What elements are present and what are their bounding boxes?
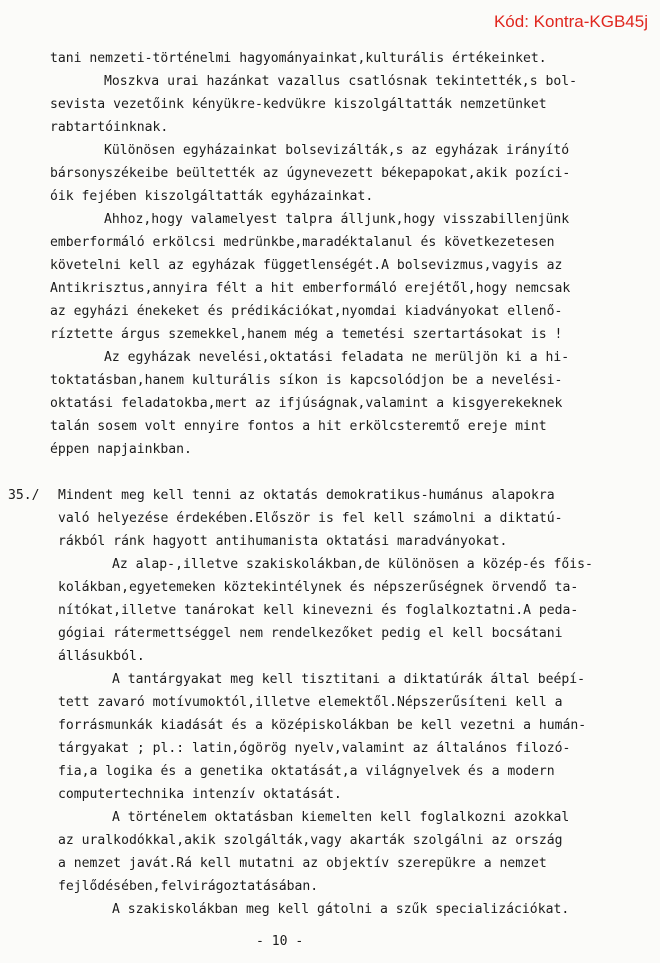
document-code-label: Kód: Kontra-KGB45j — [493, 12, 648, 31]
text-line: sevista vezetőink kényükre-kedvükre kiszolgáltatták nemzetünket — [50, 97, 547, 112]
text-line: Ahhoz,hogy valamelyest talpra álljunk,hogy visszabillenjünk — [104, 212, 570, 227]
text-line: nítókat,illetve tanárokat kell kinevezni és foglalkoztatni.A peda- — [58, 603, 579, 618]
text-line: tani nemzeti-történelmi hagyományainkat,kulturális értékeinket. — [50, 51, 547, 66]
text-line: A szakiskolákban meg kell gátolni a szűk specializációkat. — [112, 902, 570, 917]
text-line: Az egyházak nevelési,oktatási feladata ne merüljön ki a hi- — [104, 350, 570, 365]
text-line: forrásmunkák kiadását és a középiskolákban be kell vezetni a humán- — [58, 718, 587, 733]
text-line: tett zavaró motívumoktól,illetve elemektől.Népszerűsíteni kell a — [58, 695, 563, 710]
text-line: fia,a logika és a genetika oktatását,a világnyelvek és a modern — [58, 764, 555, 779]
text-line: tárgyakat ; pl.: latin,ógörög nyelv,valamint az általános filozó- — [58, 741, 571, 756]
text-line: A tantárgyakat meg kell tisztitani a diktatúrák által beépí- — [112, 672, 585, 687]
text-line: gógiai rátermettséggel nem rendelkezőket pedig el kell bocsátani — [58, 626, 563, 641]
text-line: állásukból. — [58, 649, 145, 664]
text-line: bársonyszékeibe beültették az úgynevezett békepapokat,akik pozíci- — [50, 166, 571, 181]
text-line: Mindent meg kell tenni az oktatás demokratikus-humánus alapokra — [58, 488, 555, 503]
text-line: Moszkva urai hazánkat vazallus csatlósnak tekintették,s bol- — [104, 74, 577, 89]
text-line: oktatási feladatokba,mert az ifjúságnak,valamint a kisgyerekeknek — [50, 396, 563, 411]
text-line: az egyházi énekeket és prédikációkat,nyomdai kiadványokat ellenő- — [50, 304, 563, 319]
page-number: - 10 - — [256, 934, 304, 949]
text-line: Antikrisztus,annyira félt a hit emberformáló erejétől,hogy nemcsak — [50, 281, 571, 296]
text-line: rákból ránk hagyott antihumanista oktatási maradványokat. — [58, 534, 508, 549]
text-line: talán sosem volt ennyire fontos a hit erkölcsteremtő ereje mint — [50, 419, 547, 434]
text-line: toktatásban,hanem kulturális síkon is kapcsolódjon be a nevelési- — [50, 373, 563, 388]
text-line: követelni kell az egyházak függetlenségét.A bolsevizmus,vagyis az — [50, 258, 563, 273]
text-line: éppen napjainkban. — [50, 442, 192, 457]
text-line: a nemzet javát.Rá kell mutatni az objektív szerepükre a nemzet — [58, 856, 547, 871]
text-line: kolákban,egyetemeken köztekintélynek és népszerűségnek örvendő ta- — [58, 580, 579, 595]
text-line: Különösen egyházainkat bolsevizálták,s az egyházak irányító — [104, 143, 570, 158]
text-line: való helyezése érdekében.Először is fel kell számolni a diktatú- — [58, 511, 563, 526]
text-line: ríztette árgus szemekkel,hanem még a temetési szertartásokat is ! — [50, 327, 563, 342]
text-line: emberformáló erkölcsi medrünkbe,maradéktalanul és következetesen — [50, 235, 555, 250]
text-line: az uralkodókkal,akik szolgálták,vagy akarták szolgálni az ország — [58, 833, 563, 848]
text-line: óik fejében kiszolgáltatták egyházainkat. — [50, 189, 374, 204]
text-line: fejlődésében,felvirágoztatásában. — [58, 879, 319, 894]
text-line: computertechnika intenzív oktatását. — [58, 787, 342, 802]
text-line: Az alap-,illetve szakiskolákban,de különösen a közép-és főis- — [112, 557, 593, 572]
section-number: 35./ — [8, 488, 40, 503]
text-line: A történelem oktatásban kiemelten kell foglalkozni azokkal — [112, 810, 570, 825]
text-line: rabtartóinknak. — [50, 120, 169, 135]
